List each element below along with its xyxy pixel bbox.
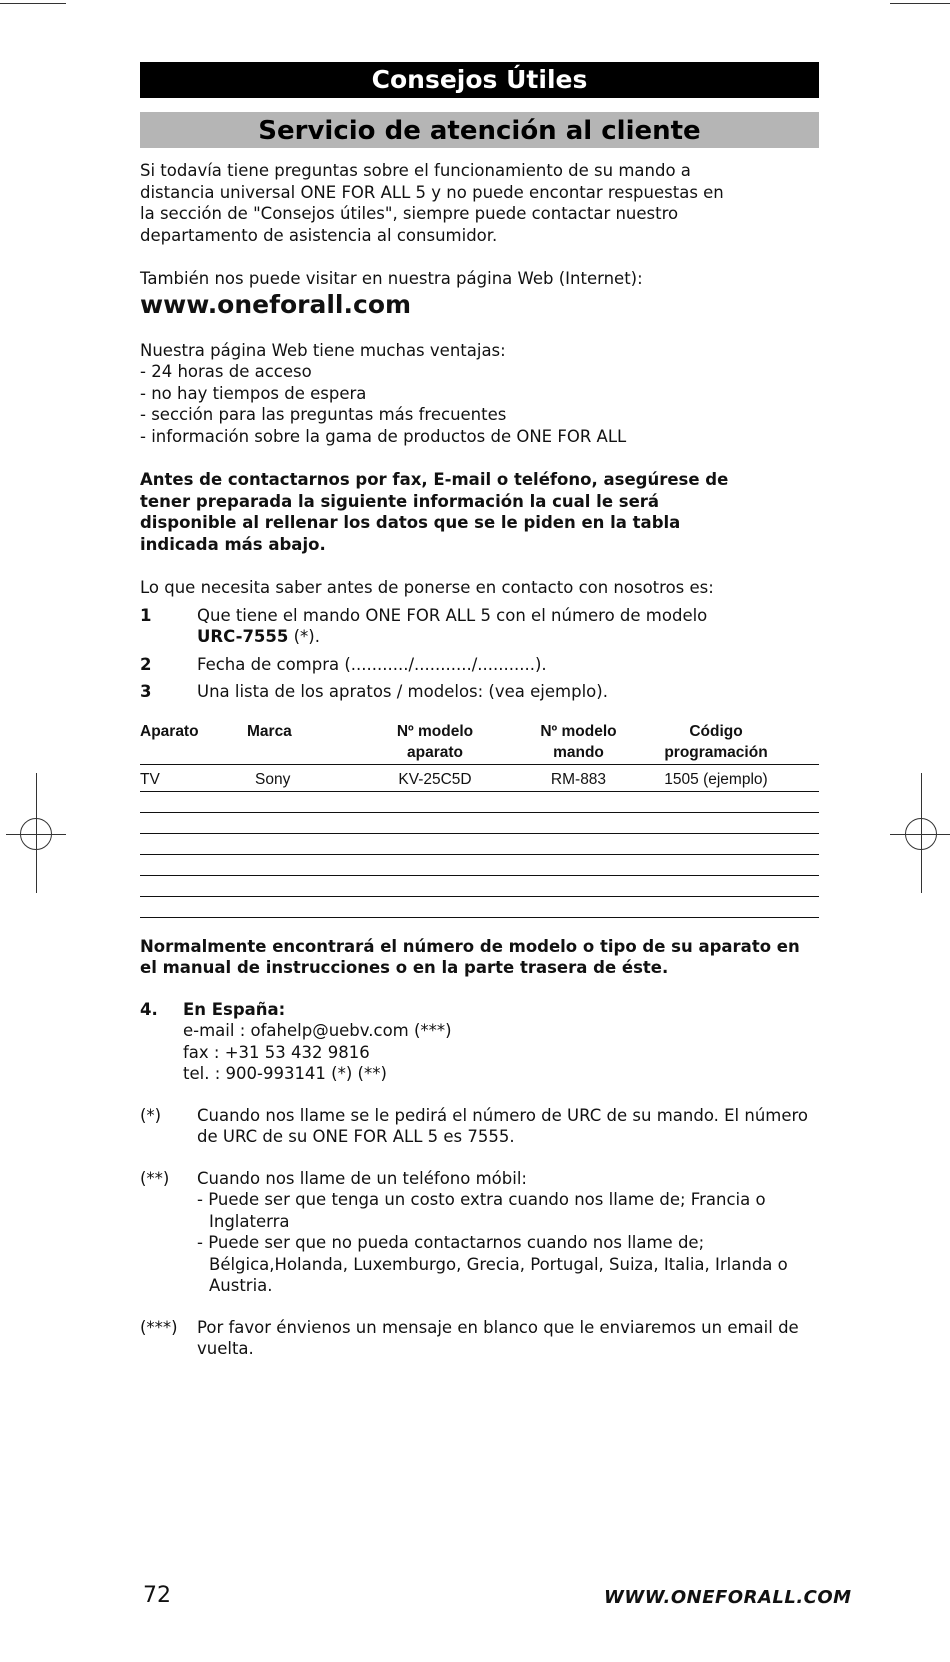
table-cell: Sony bbox=[255, 770, 291, 788]
table-cell: RM-883 bbox=[550, 770, 607, 788]
section-title: Consejos Útiles bbox=[140, 62, 819, 98]
footnote-mark: (***) bbox=[140, 1317, 178, 1337]
list-item: - información sobre la gama de productos de ONE FOR ALL bbox=[140, 426, 627, 446]
website-link[interactable]: www.oneforall.com bbox=[140, 289, 412, 319]
intro-line: departamento de asistencia al consumidor. bbox=[140, 225, 498, 245]
crop-mark-top-right bbox=[890, 3, 950, 4]
item-number: 1 bbox=[140, 605, 152, 625]
note-line: Antes de contactarnos por fax, E-mail o teléfono, asegúrese de bbox=[140, 470, 729, 489]
header-modelo-aparato: Nº modelo aparato bbox=[396, 722, 474, 761]
advantages-title: Nuestra página Web tiene muchas ventajas: bbox=[140, 340, 506, 360]
table-cell: TV bbox=[140, 770, 160, 788]
intro-line: distancia universal ONE FOR ALL 5 y no puede encontar respuestas en bbox=[140, 182, 724, 202]
table-header bbox=[140, 721, 819, 765]
requirement-item-2 bbox=[140, 654, 819, 676]
registration-mark-left bbox=[20, 818, 52, 850]
note-line: el manual de instrucciones o en la parte trasera de éste. bbox=[140, 958, 669, 977]
header-modelo-mando: Nº modelo mando bbox=[540, 722, 617, 761]
item-suffix: (*). bbox=[288, 627, 320, 646]
intro-line: la sección de "Consejos útiles", siempre puede contactar nuestro bbox=[140, 204, 679, 223]
device-table bbox=[140, 721, 819, 918]
web-intro-text: También nos puede visitar en nuestra página Web (Internet): bbox=[140, 269, 643, 288]
page-content bbox=[140, 62, 819, 1360]
note-line: disponible al rellenar los datos que se le piden en la tabla bbox=[140, 513, 681, 532]
table-row-blank[interactable] bbox=[140, 834, 819, 855]
table-row-blank[interactable] bbox=[140, 813, 819, 834]
advantages-list bbox=[140, 340, 819, 448]
table-cell: KV-25C5D bbox=[398, 770, 472, 788]
header-codigo: Código programación bbox=[664, 722, 768, 761]
footnote-mark: (**) bbox=[140, 1168, 170, 1188]
item-number: 3 bbox=[140, 682, 152, 701]
spain-email[interactable]: e-mail : ofahelp@uebv.com (***) bbox=[183, 1021, 452, 1040]
spain-fax: fax : +31 53 432 9816 bbox=[183, 1042, 370, 1062]
spain-contact bbox=[140, 999, 819, 1085]
header-marca: Marca bbox=[247, 722, 292, 740]
item-text: Que tiene el mando ONE FOR ALL 5 con el número de modelo bbox=[197, 605, 708, 625]
list-item: - no hay tiempos de espera bbox=[140, 383, 367, 403]
footnote-line: Cuando nos llame de un teléfono móbil: bbox=[197, 1168, 527, 1188]
list-item: - 24 horas de acceso bbox=[140, 362, 312, 381]
note-line: indicada más abajo. bbox=[140, 534, 326, 554]
contact-preparation-note bbox=[140, 469, 819, 555]
footnote-line: vuelta. bbox=[197, 1339, 254, 1358]
table-cell: 1505 (ejemplo) bbox=[664, 770, 768, 788]
note-line: Normalmente encontrará el número de modelo o tipo de su aparato en bbox=[140, 936, 800, 956]
crop-mark-top-left bbox=[0, 3, 66, 4]
footnote-2 bbox=[140, 1168, 819, 1297]
item-number: 2 bbox=[140, 654, 152, 674]
section-subtitle: Servicio de atención al cliente bbox=[140, 112, 819, 148]
model-number: URC-7555 bbox=[197, 627, 289, 646]
header-aparato: Aparato bbox=[140, 722, 199, 740]
footnote-line: de URC de su ONE FOR ALL 5 es 7555. bbox=[197, 1127, 515, 1146]
requirements-intro: Lo que necesita saber antes de ponerse en contacto con nosotros es: bbox=[140, 578, 714, 597]
footnote-1 bbox=[140, 1105, 819, 1148]
footnote-3 bbox=[140, 1317, 819, 1360]
table-row bbox=[140, 765, 819, 792]
footnote-subitem: - Puede ser que tenga un costo extra cuando nos llame de; Francia o Inglaterra bbox=[197, 1190, 766, 1231]
item-text: Fecha de compra (.........../.........../...........). bbox=[197, 654, 547, 674]
requirement-item-3 bbox=[140, 681, 819, 703]
footnote-line: Cuando nos llame se le pedirá el número de URC de su mando. El número bbox=[197, 1105, 809, 1125]
spain-tel: tel. : 900-993141 (*) (**) bbox=[183, 1064, 387, 1083]
footer-website[interactable]: WWW.ONEFORALL.COM bbox=[604, 1587, 852, 1608]
table-row-blank[interactable] bbox=[140, 876, 819, 897]
list-item: - sección para las preguntas más frecuentes bbox=[140, 405, 507, 424]
intro-paragraph bbox=[140, 160, 819, 246]
spain-title: En España: bbox=[183, 999, 286, 1019]
page-number: 72 bbox=[143, 1583, 171, 1608]
table-row-blank[interactable] bbox=[140, 897, 819, 918]
footnote-mark: (*) bbox=[140, 1105, 162, 1125]
intro-line: Si todavía tiene preguntas sobre el funcionamiento de su mando a bbox=[140, 161, 691, 180]
item-number: 4. bbox=[140, 999, 158, 1019]
footnote-line: Por favor énvienos un mensaje en blanco que le enviaremos un email de bbox=[197, 1317, 799, 1337]
requirement-item-1 bbox=[140, 605, 819, 648]
table-row-blank[interactable] bbox=[140, 855, 819, 876]
table-row-blank[interactable] bbox=[140, 792, 819, 813]
note-line: tener preparada la siguiente información la cual le será bbox=[140, 491, 660, 511]
model-location-note bbox=[140, 936, 819, 979]
item-text: Una lista de los apratos / modelos: (vea ejemplo). bbox=[197, 682, 608, 701]
registration-mark-right bbox=[905, 818, 937, 850]
footnote-subitem: - Puede ser que no pueda contactarnos cuando nos llame de; Bélgica,Holanda, Luxemburgo, Grecia, Portugal, Suiza, Italia, Irlanda o Austria. bbox=[197, 1233, 788, 1295]
